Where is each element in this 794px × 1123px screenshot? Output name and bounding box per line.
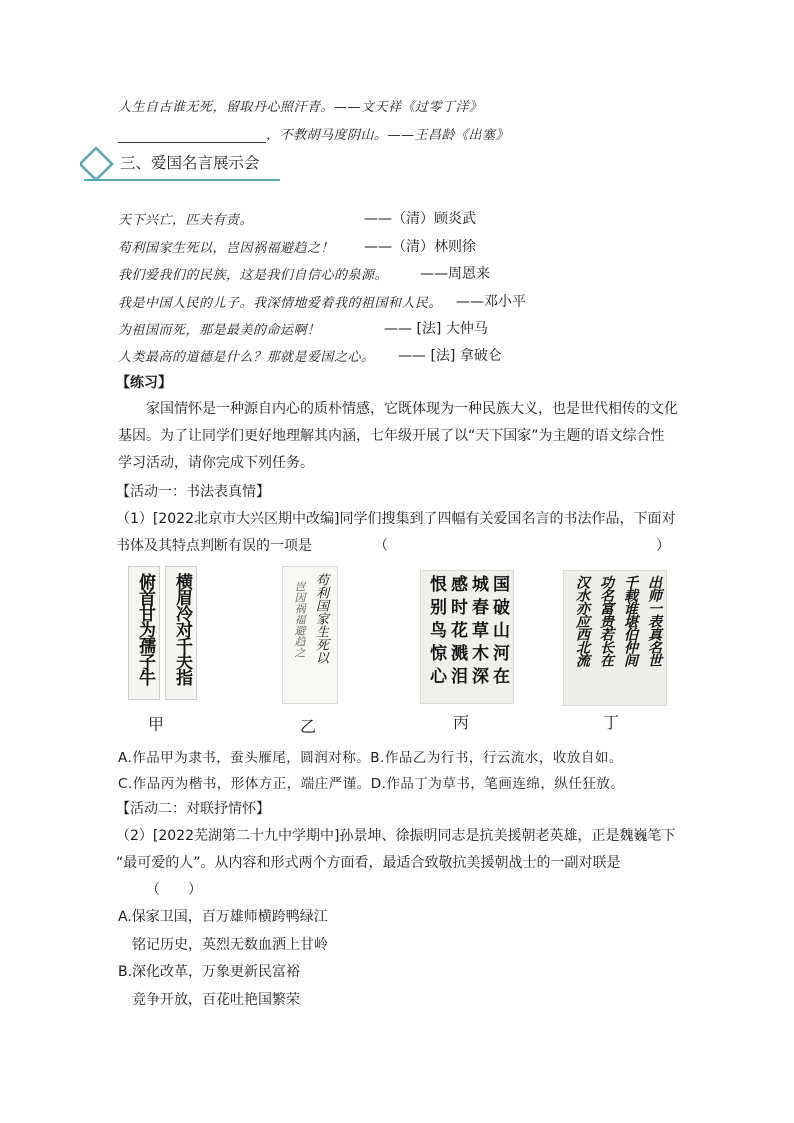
fill-in-blank[interactable]: [118, 129, 266, 143]
quote-text: 我们爱我们的民族，这是我们自信心的泉源。: [118, 268, 389, 283]
q1-option-ab[interactable]: A.作品甲为隶书，蚕头雁尾，圆润对称。B.作品乙为行书，行云流水，收放自如。: [118, 750, 623, 766]
calligraphy-text: 城春草木深: [468, 575, 488, 690]
quote-text: 天下兴亡，匹夫有责。: [118, 213, 254, 228]
calligraphy-work-jia: [128, 566, 196, 698]
intro-line-1: 家国情怀是一种源自内心的质朴情感，它既体现为一种民族大义，也是世代相传的文化: [146, 401, 678, 417]
quote-author: —— [法] 拿破仑: [398, 348, 502, 364]
q2-option-a-line1[interactable]: A.保家卫国，百万雄师横跨鸭绿江: [118, 909, 328, 925]
intro-line-3: 学习活动，请你完成下列任务。: [118, 455, 314, 471]
quote-author: ——邓小平: [456, 294, 526, 310]
calligraphy-text: 汉水亦应西北流: [574, 575, 590, 666]
calligraphy-work-ding: [563, 570, 667, 706]
q2-option-b-line1[interactable]: B.深化改革，万象更新民富裕: [118, 964, 301, 980]
calligraphy-text: 出师一表真名世: [646, 575, 662, 666]
intro-line-2: 基因。为了让同学们更好地理解其内涵，七年级开展了以“天下国家”为主题的语文综合性: [118, 428, 665, 444]
quote-line-2-text: ，不教胡马度阴山。——王昌龄《出塞》: [266, 128, 510, 143]
calligraphy-text: 感时花溅泪: [447, 575, 467, 690]
quote-text: 为祖国而死，那是最美的命运啊！: [118, 323, 321, 338]
q2-line-2: “最可爱的人”。从内容和形式两个方面看，最适合致敬抗美援朝战士的一副对联是: [116, 855, 621, 871]
work-label-bing: 丙: [453, 713, 470, 732]
section-title: 三、爱国名言展示会: [120, 154, 260, 172]
q2-option-a-line2: 铭记历史，英烈无数血洒上甘岭: [132, 937, 328, 953]
calligraphy-work-yi: [282, 566, 338, 704]
quote-author: ——周恩来: [420, 266, 490, 282]
practice-heading: 【练习】: [116, 375, 172, 391]
q2-option-b-line2: 竞争开放，百花吐艳国繁荣: [132, 992, 300, 1008]
calligraphy-work-bing: [420, 570, 514, 704]
q1-line-2: 书体及其特点判断有误的一项是: [116, 538, 312, 554]
quote-line-2: [118, 124, 509, 143]
calligraphy-text: 横眉冷对千夫指: [172, 573, 192, 685]
work-label-ding: 丁: [603, 713, 620, 732]
calligraphy-text: 岂因祸福避趋之: [293, 581, 306, 658]
section-header: [80, 146, 290, 184]
quote-line-1: 人生自古谁无死，留取丹心照汗青。——文天祥《过零丁洋》: [118, 100, 483, 115]
calligraphy-text: 千载谁堪伯仲间: [622, 575, 638, 666]
quote-author: —— [法] 大仲马: [384, 321, 488, 337]
quote-text: 人类最高的道德是什么？那就是爱国之心。: [118, 350, 375, 365]
quote-author: ——（清）顾炎武: [364, 211, 476, 227]
calligraphy-text: 苟利国家生死以: [313, 573, 328, 664]
work-label-jia: 甲: [148, 715, 165, 734]
activity2-heading: 【活动二：对联抒情怀】: [116, 801, 270, 817]
work-label-yi: 乙: [300, 717, 317, 736]
calligraphy-text: 功名富贵若长在: [598, 575, 614, 666]
practice-intro: [118, 396, 678, 423]
calligraphy-text: 俯首甘为孺子牛: [135, 573, 155, 685]
quote-text: 苟利国家生死以，岂因祸福避趋之！: [118, 241, 335, 256]
q1-paren-open: （: [374, 538, 388, 554]
calligraphy-text: 国破山河在: [489, 575, 509, 690]
quote-author: ——（清）林则徐: [364, 239, 476, 255]
q1-option-cd[interactable]: C.作品丙为楷书，形体方正，端庄严谨。D.作品丁为草书，笔画连绵，纵任狂放。: [118, 776, 625, 792]
q1-line-1: （1）[2022北京市大兴区期中改编]同学们搜集到了四幅有关爱国名言的书法作品，下面对: [116, 511, 676, 527]
activity1-heading: 【活动一：书法表真情】: [116, 484, 270, 500]
q2-answer-paren[interactable]: （ ）: [146, 882, 202, 898]
quote-text: 我是中国人民的儿子。我深情地爱着我的祖国和人民。: [118, 296, 443, 311]
q1-paren-close[interactable]: ）: [656, 538, 670, 554]
q2-line-1: （2）[2022芜湖第二十九中学期中]孙景坤、徐振明同志是抗美援朝老英雄，正是魏巍笔下: [116, 828, 676, 844]
calligraphy-text: 恨别鸟惊心: [426, 575, 446, 690]
